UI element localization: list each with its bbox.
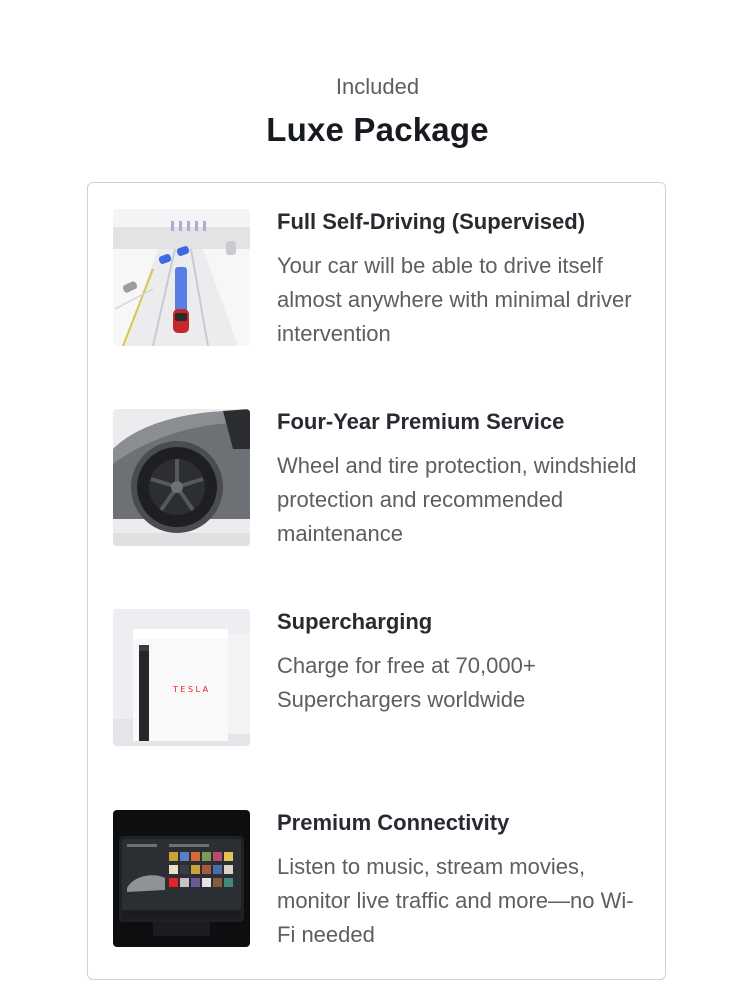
included-label: Included [335,74,420,99]
car-wheel-image [113,409,250,546]
feature-description: Charge for free at 70,000+ Superchargers worldwide [277,653,536,712]
package-features-card [87,182,666,980]
fsd-visualization-image [113,209,250,346]
feature-description: Listen to music, stream movies, monitor live traffic and more—no Wi-Fi needed [277,854,634,947]
feature-title: Premium Connectivity [277,810,510,835]
feature-premium-connectivity [113,810,653,950]
feature-description: Your car will be able to drive itself almost anywhere with minimal driver intervention [277,253,632,346]
feature-title: Four-Year Premium Service [277,409,565,434]
feature-title: Full Self-Driving (Supervised) [277,209,586,234]
feature-description: Wheel and tire protection, windshield protection and recommended maintenance [277,453,637,546]
touchscreen-image [113,810,250,947]
feature-premium-service [113,409,653,549]
package-title: Luxe Package [266,111,489,148]
feature-full-self-driving [113,209,653,349]
tesla-wordmark: TESLA [173,685,211,694]
feature-supercharging [113,609,653,749]
feature-title: Supercharging [277,609,433,634]
supercharger-image [113,609,250,746]
